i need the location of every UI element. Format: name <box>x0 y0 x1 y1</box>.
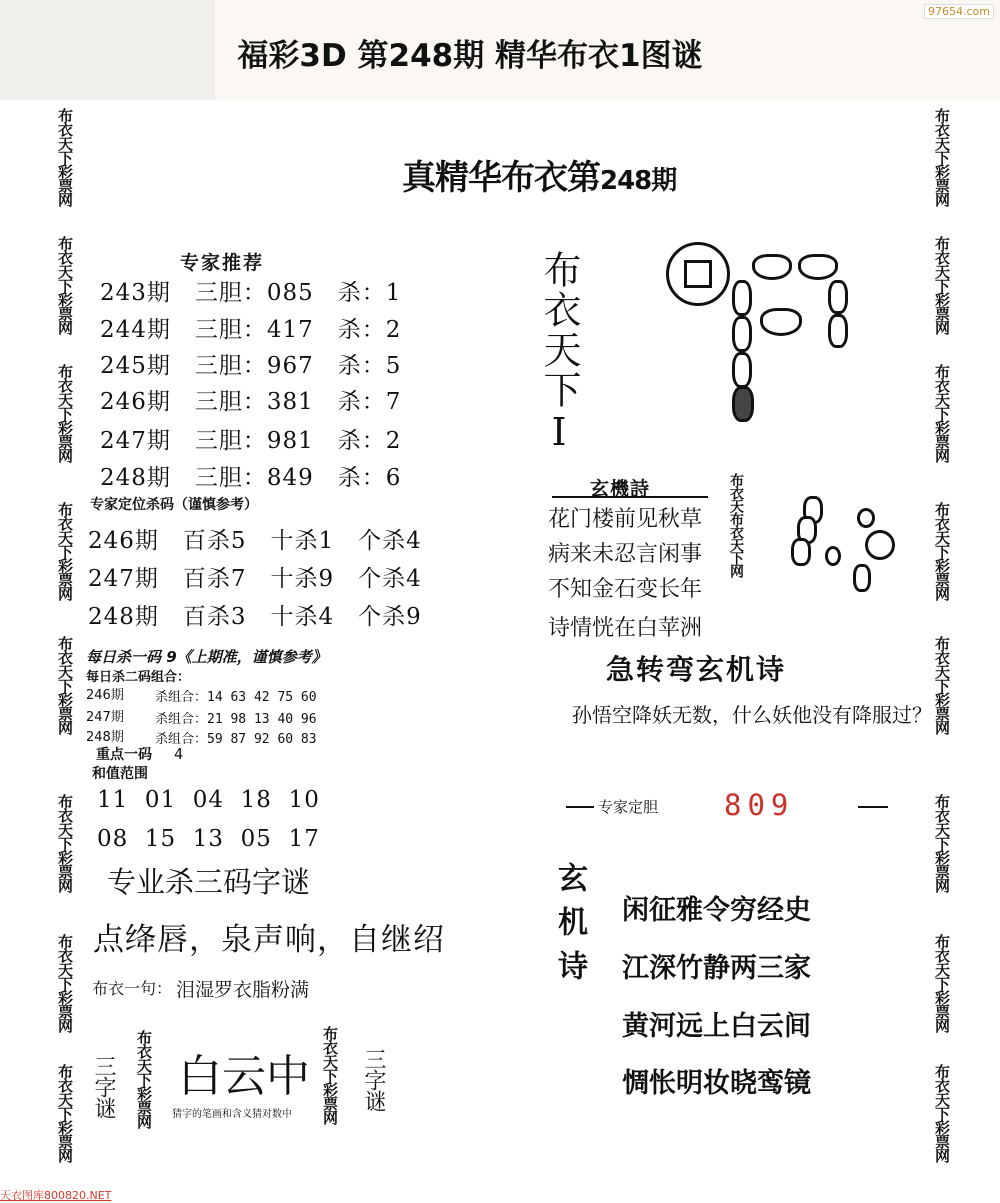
side-mark-right-2: 布衣天下彩票网 <box>933 236 951 334</box>
position-kill-title: 专家定位杀码（谨慎参考） <box>90 497 258 513</box>
side-mark-left-8: 布衣天下彩票网 <box>56 1064 74 1162</box>
side-mark-left-5: 布衣天下彩票网 <box>56 636 74 734</box>
watermark-url[interactable]: 97654.com <box>924 4 994 19</box>
side-mark-left-2: 布衣天下彩票网 <box>56 236 74 334</box>
mystic-poem-line: 花门楼前见秋草 <box>548 507 703 532</box>
three-char-answer: 白云中 <box>178 1051 310 1102</box>
expert-title: 专家推荐 <box>180 252 265 274</box>
combo-issue: 248期 <box>86 730 124 745</box>
expert-fixed-rule-right <box>858 806 888 808</box>
poster-heading-prefix: 真精华布衣第 <box>402 158 600 198</box>
riddle-text: 点绛唇，泉声响，自继绍 <box>93 922 445 958</box>
three-char-mark-left: 布衣天下彩票网 <box>135 1030 153 1128</box>
mystic-poem-rule <box>552 496 708 498</box>
poster-heading-issue: 248期 <box>600 166 677 196</box>
combo-text: 杀组合：14 63 42 75 60 <box>155 690 317 705</box>
side-mark-left-6: 布衣天下彩票网 <box>56 794 74 892</box>
brand-vertical: 布衣天下I <box>537 250 581 456</box>
combo-text: 杀组合：59 87 92 60 83 <box>155 732 317 747</box>
bottom-poem-line: 惆怅明妆晓鸾镜 <box>622 1068 811 1099</box>
riddle-title: 专业杀三码字谜 <box>107 865 311 899</box>
position-kill-row: 248期 百杀3 十杀4 个杀9 <box>88 604 422 630</box>
combo-text: 杀组合：21 98 13 40 96 <box>155 712 317 727</box>
side-mark-right-7: 布衣天下彩票网 <box>933 934 951 1032</box>
expert-row: 243期 三胆：085 杀：1 <box>100 280 402 306</box>
mystic-poem-line: 诗情恍在白苹洲 <box>548 616 703 641</box>
footer-source[interactable]: 天衣图库800820.NET <box>0 1189 112 1202</box>
expert-row: 244期 三胆：417 杀：2 <box>100 317 402 343</box>
expert-row: 247期 三胆：981 杀：2 <box>100 428 402 454</box>
mystic-poem-line: 不知金石变长年 <box>548 577 703 602</box>
one-line-text: 泪湿罗衣脂粉满 <box>176 979 310 1001</box>
combo-title: 每日杀二码组合： <box>86 670 191 685</box>
side-mark-right-5: 布衣天下彩票网 <box>933 636 951 734</box>
page-title: 福彩3D 第248期 精华布衣1图谜 <box>237 38 703 74</box>
three-char-label-left: 三字谜 <box>91 1055 116 1118</box>
side-mark-left-1: 布衣天下彩票网 <box>56 108 74 206</box>
mystic-poem-side-mark: 布衣天布衣天下网 <box>728 473 744 577</box>
sharp-turn-question: 孙悟空降妖无数，什么妖他没有降服过？ <box>572 703 932 727</box>
poster-heading <box>402 150 676 199</box>
bottom-poem-line: 黄河远上白云间 <box>622 1011 811 1042</box>
side-mark-right-1: 布衣天下彩票网 <box>933 108 951 206</box>
three-char-mark-right: 布衣天下彩票网 <box>321 1026 339 1124</box>
three-char-label-right: 三字谜 <box>361 1048 386 1111</box>
bottom-poem-line: 江深竹静两三家 <box>622 953 811 984</box>
sum-range-row: 11 01 04 18 10 <box>97 787 320 813</box>
gourd-illustration <box>785 490 895 600</box>
bottom-poem-label: 玄机诗 <box>552 862 587 994</box>
side-mark-right-8: 布衣天下彩票网 <box>933 1064 951 1162</box>
expert-fixed-rule-left <box>566 806 594 808</box>
expert-row: 246期 三胆：381 杀：7 <box>100 389 402 415</box>
mystic-poem-title: 玄機詩 <box>590 478 651 500</box>
expert-row: 248期 三胆：849 杀：6 <box>100 465 402 491</box>
combo-issue: 247期 <box>86 710 124 725</box>
side-mark-left-7: 布衣天下彩票网 <box>56 934 74 1032</box>
mystic-poem-line: 病来未忍言闲事 <box>548 542 703 567</box>
combo-issue: 246期 <box>86 688 124 703</box>
side-mark-right-3: 布衣天下彩票网 <box>933 364 951 462</box>
sum-range-label: 和值范围 <box>92 766 148 782</box>
one-line-label: 布衣一句： <box>92 979 173 998</box>
position-kill-row: 246期 百杀5 十杀1 个杀4 <box>88 528 422 554</box>
key-code-value: 4 <box>174 745 184 763</box>
sharp-turn-title: 急转弯玄机诗 <box>606 653 787 686</box>
side-mark-left-3: 布衣天下彩票网 <box>56 364 74 462</box>
expert-fixed-label: 专家定胆 <box>598 798 659 816</box>
key-code-label: 重点一码 <box>96 747 152 763</box>
side-mark-left-4: 布衣天下彩票网 <box>56 502 74 600</box>
bottom-poem-line: 闲征雅令穷经史 <box>622 895 811 926</box>
sum-range-row: 08 15 13 05 17 <box>97 826 320 852</box>
three-char-hint: 猜字的笔画和含义猜对数中 <box>172 1109 292 1120</box>
side-mark-right-6: 布衣天下彩票网 <box>933 794 951 892</box>
side-mark-right-4: 布衣天下彩票网 <box>933 502 951 600</box>
daily-kill-title: 每日杀一码 9《上期准，谨慎参考》 <box>86 648 327 666</box>
position-kill-row: 247期 百杀7 十杀9 个杀4 <box>88 566 422 592</box>
coin-illustration <box>660 236 860 426</box>
expert-row: 245期 三胆：967 杀：5 <box>100 353 402 379</box>
expert-fixed-value: 809 <box>724 788 795 822</box>
